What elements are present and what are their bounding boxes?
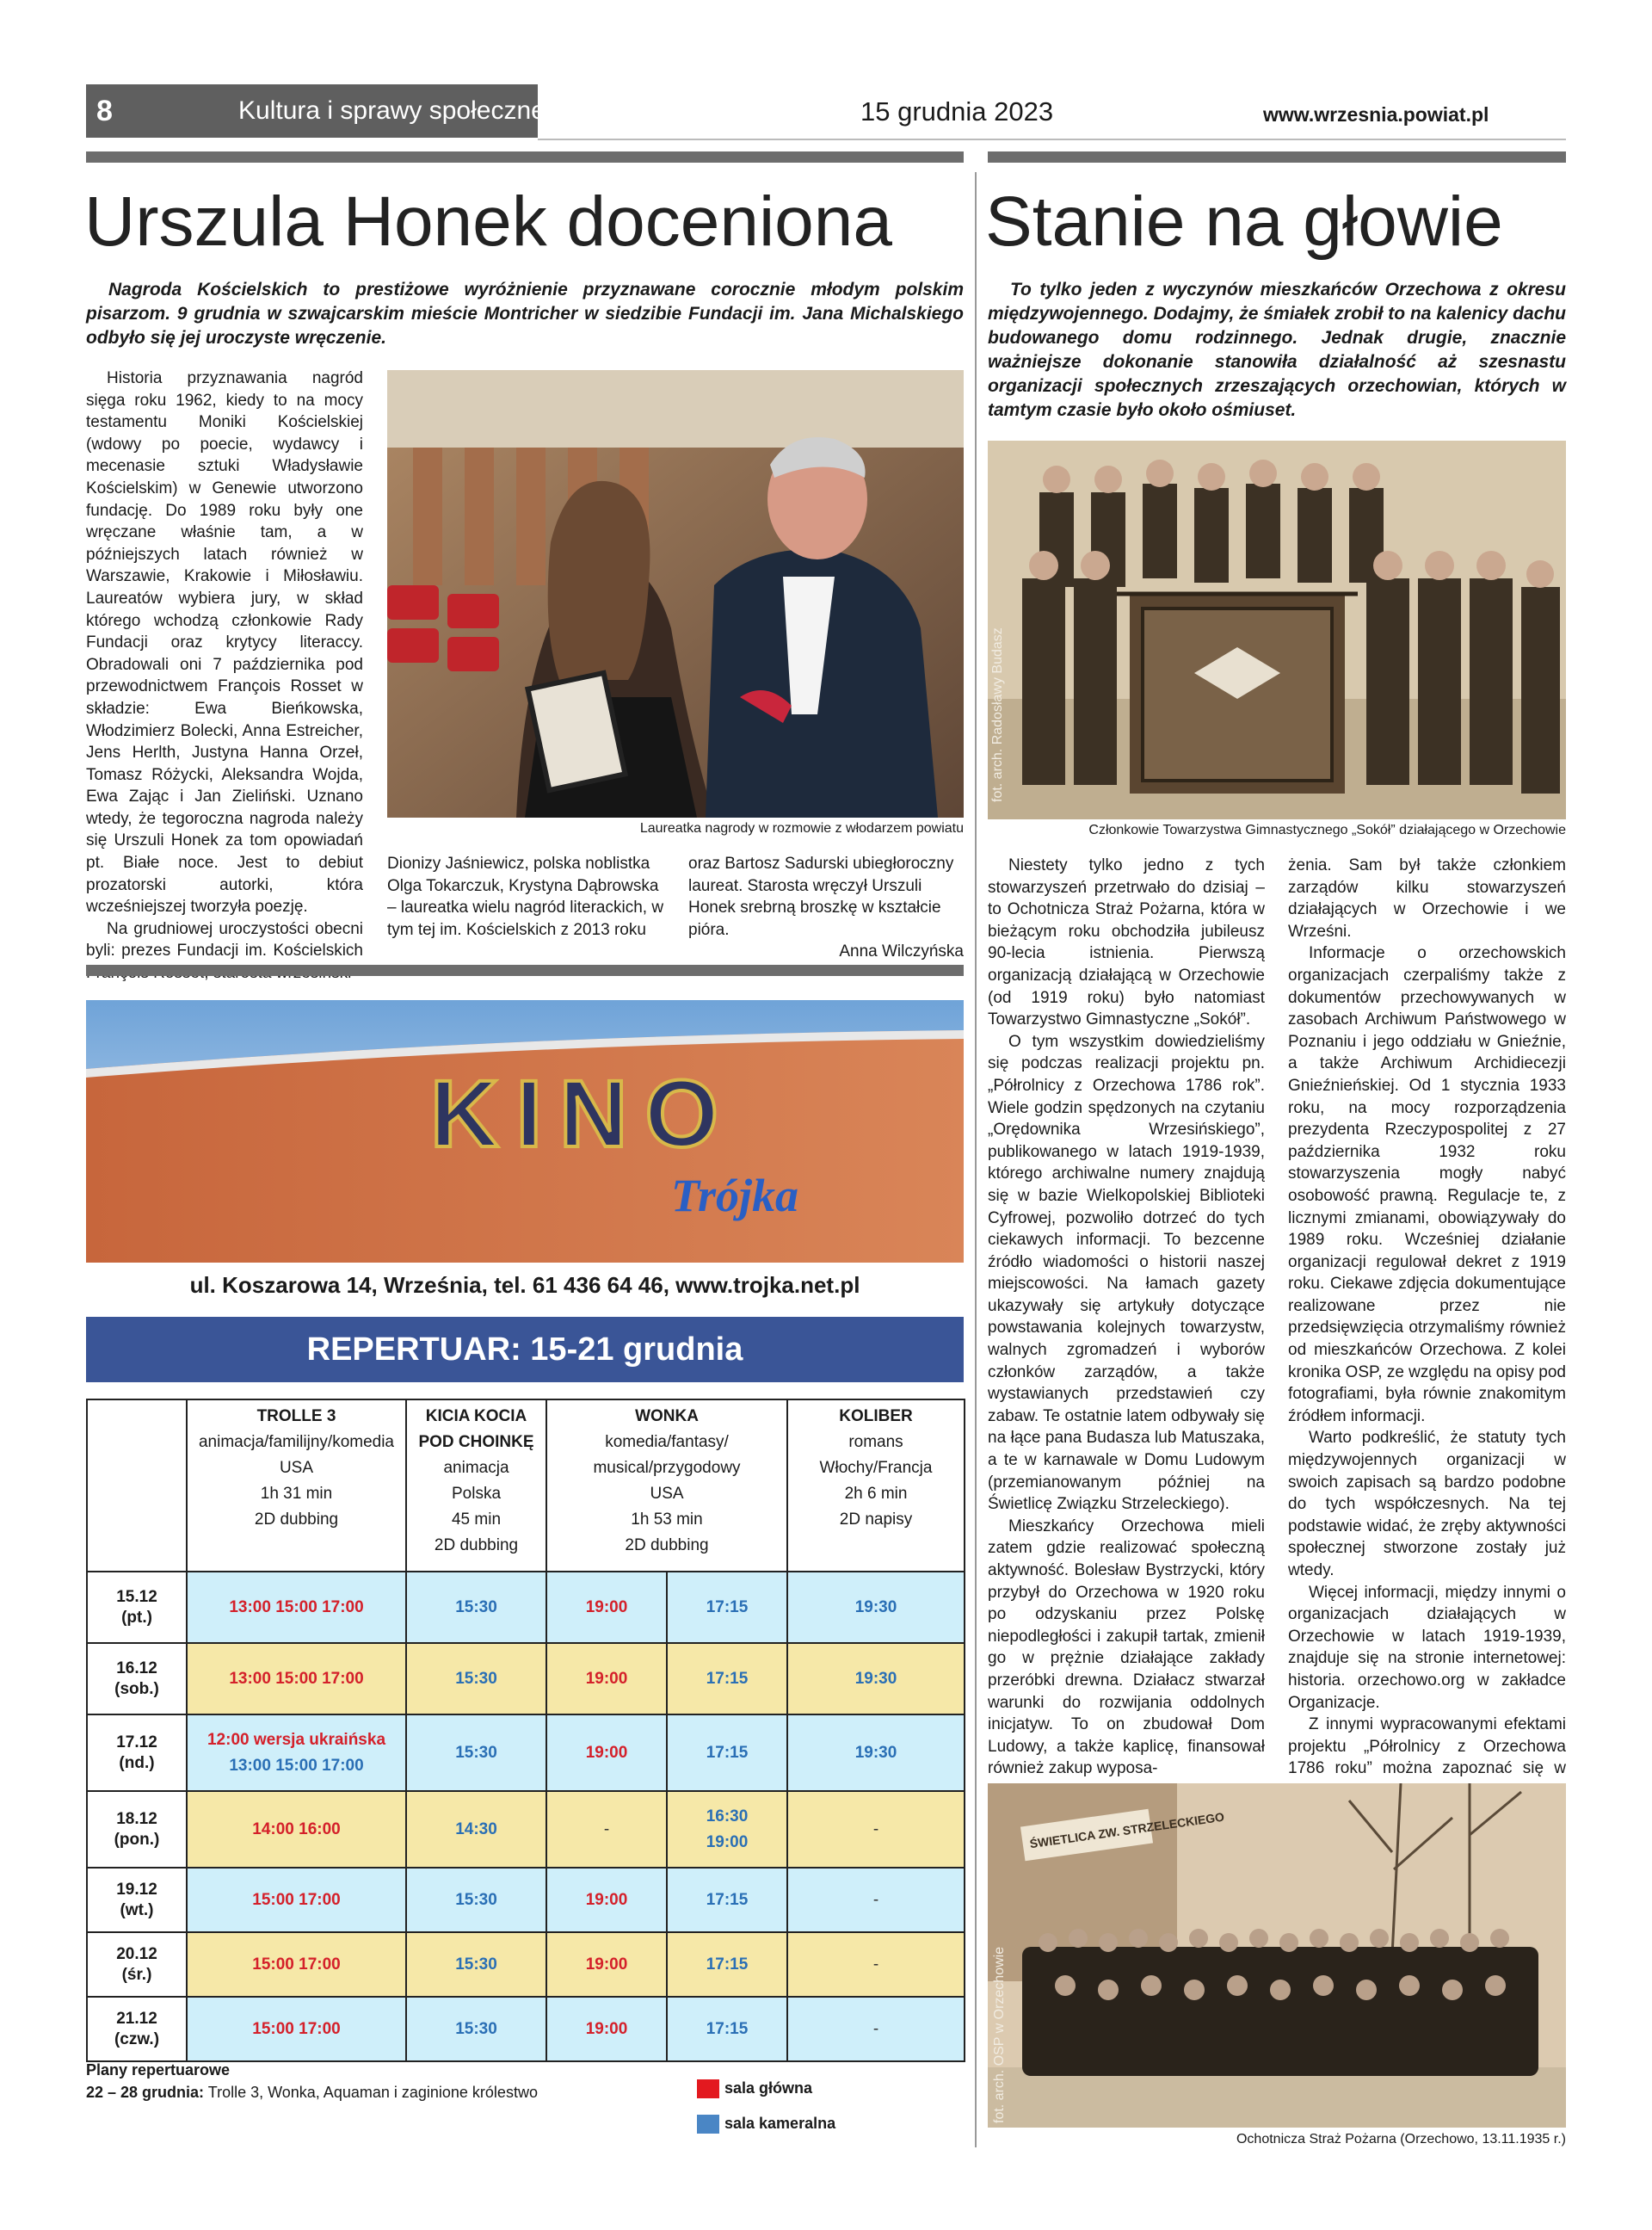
article2-top-bar [988, 151, 1566, 163]
film-trolle: TROLLE 3 animacja/familijny/komedia USA 1h 31 min 2D dubbing [187, 1399, 406, 1572]
showtime-wonka-main: 19:00 [546, 1997, 667, 2061]
showtime-trolle: 12:00 wersja ukraińska 13:00 15:00 17:00 [187, 1714, 406, 1791]
article1-column-2 [387, 853, 667, 941]
cinema-sign-main: KINO [430, 1061, 736, 1167]
film-koliber: KOLIBER romans Włochy/Francja 2h 6 min 2D napisy [787, 1399, 965, 1572]
showtime-kicia: 15:30 [406, 1932, 546, 1997]
header-rule [538, 139, 1566, 140]
article1-paragraph: Dionizy Jaśniewicz, polska noblistka Olga Tokarczuk, Krystyna Dąbrowska – laureatka wielu nagród literackich, w tym tej im. Kościelskich z 2013 roku [387, 855, 664, 939]
cinema-address: ul. Koszarowa 14, Września, tel. 61 436 64 46, www.trojka.net.pl [189, 1272, 860, 1298]
showtime-koliber: - [787, 1932, 965, 1997]
legend-swatch-red [697, 2079, 719, 2098]
showtime-trolle: 13:00 15:00 17:00 [187, 1572, 406, 1643]
showtime-wonka-small: 17:15 [667, 1572, 787, 1643]
article2-title: Stanie na głowie [985, 182, 1503, 261]
article2-paragraph: Więcej informacji, między innymi o organizacjach działających w Orzechowie w latach 1919-1939, znajduje się na stronie internetowej: historia. orzechowo.org w zakładce Organizacje. [1288, 1583, 1566, 1712]
article2-paragraph: Informacje o orzechowskich organizacjach czerpaliśmy także z dokumentów przechowywanych w zasobach Archiwum Państwowego w Poznaniu i jego oddziału w Gnieźnie, a także Archiwum Archidiecezji Gnieźnieńskiej. Od 1 stycznia 1933 roku, na mocy rozporządzenia prezydenta Rzeczypospolitej z 27 października 1932 roku stowarzyszenia mogły nabyć osobowość prawną. Regulacje te, z licznymi zmianami, obowiązywały do 1989 roku. Wcześniej działanie organizacji regulował dekret z 1919 roku. Ciekawe zdjęcia dokumentujące realizowane przez nie przedsięwzięcia otrzymaliśmy również od mieszkańców Orzechowa. Z kolei kronika OSP, ze względu na opisy pod fotografiami, była równie znakomitym źródłem informacji. [1288, 944, 1566, 1425]
schedule-row [87, 1868, 965, 1932]
showtime-kicia: 14:30 [406, 1791, 546, 1868]
article1-title: Urszula Honek doceniona [84, 182, 892, 261]
schedule-row [87, 1932, 965, 1997]
film-kicia-kocia: KICIA KOCIA POD CHOINKĘ animacja Polska 45 min 2D dubbing [406, 1399, 546, 1572]
showtime-koliber: - [787, 1868, 965, 1932]
showtime-kicia: 15:30 [406, 1714, 546, 1791]
showtime-koliber: 19:30 [787, 1572, 965, 1643]
article1-column-3 [688, 853, 964, 963]
showtime-wonka-small: 16:30 19:00 [667, 1791, 787, 1868]
osp-photo-credit: fot. arch. OSP w Orzechowie [992, 1946, 1007, 2123]
website-link[interactable]: www.wrzesnia.powiat.pl [1263, 103, 1489, 126]
schedule-row [87, 1572, 965, 1643]
legend-swatch-blue [697, 2115, 719, 2134]
article1-column-1 [86, 368, 363, 985]
showtime-trolle: 13:00 15:00 17:00 [187, 1643, 406, 1714]
osp-photo-caption: Ochotnicza Straż Pożarna (Orzechowo, 13.11.1935 r.) [1236, 2132, 1566, 2147]
article2-column-2 [1288, 855, 1566, 1824]
showtime-trolle: 15:00 17:00 [187, 1997, 406, 2061]
issue-date: 15 grudnia 2023 [860, 96, 1054, 127]
legend-main-hall: sala główna [697, 2079, 812, 2098]
showtime-wonka-small: 17:15 [667, 1714, 787, 1791]
showtime-wonka-small: 17:15 [667, 1643, 787, 1714]
schedule-row [87, 1714, 965, 1791]
showtime-wonka-main: 19:00 [546, 1572, 667, 1643]
repertoire-banner: REPERTUAR: 15-21 grudnia [86, 1317, 964, 1382]
article2-paragraph: O tym wszystkim dowiedzieliśmy się podczas realizacji projektu pn. „Półrolnicy z Orzechowa 1786 rok”. Wiele godzin spędzonych na czytaniu „Orędownika Wrzesińskiego”, publikowanego w latach 1919-1939, którego archiwalne numery znajdują się w bazie Wielkopolskiej Biblioteki Cyfrowej, pozwoliło dotrzeć do tych ciekawych informacji. To bezcenne źródło wiadomości o historii naszej miejscowości. Na łamach gazety ukazywały się artykuły dotyczące powstawania kolejnych towarzystw, walnych zgromadzeń i wyborów członków zarządów, a także wystawianych przedstawień czy zabaw. Te ostatnie latem odbywały się na łące pana Budasza lub Matuszaka, a te w karnawale w Domu Ludowym (przemianowanym później na Świetlicę Związku Strzeleckiego). [988, 1032, 1265, 1514]
article1-paragraph: Historia przyznawania nagród sięga roku 1962, kiedy to na mocy testamentu Moniki Kościelskiej (wdowy po poecie, wydawcy i mecenasie sztuki Władysławie Kościelskim) w Genewie utworzono fundację. Do 1989 roku były one wręczane właśnie tam, a w późniejszych latach również w Warszawie, Krakowie i Miłosławiu. Laureatów wybiera jury, w skład którego wchodzą członkowie Rady Fundacji oraz krytycy literaccy. Obradowali oni 7 października pod przewodnictwem François Rosset w składzie: Ewa Bieńkowska, Włodzimierz Bolecki, Anna Estreicher, Jens Herlth, Justyna Hanna Orzeł, Tomasz Różycki, Aleksandra Wojda, Ewa Zając i Jan Zieliński. Uznano wtedy, że tegoroczna nagroda należy się Urszuli Honek za tom opowiadań pt. Białe noce. Jest to debiut prozatorski autorki, która wcześniejszej tworzyła poezję. [86, 369, 363, 917]
showtime-kicia: 15:30 [406, 1643, 546, 1714]
article2-paragraph: żenia. Sam był także członkiem zarządów kilku stowarzyszeń działających w Orzechowie i we Wrześni. [1288, 856, 1566, 941]
showtime-wonka-main: 19:00 [546, 1932, 667, 1997]
legend-small-hall: sala kameralna [697, 2115, 835, 2134]
article2-paragraph: Mieszkańcy Orzechowa mieli zatem gdzie realizować społeczną aktywność. Bolesław Bystrzycki, który przybył do Orzechowa w 1920 roku po odzyskaniu przez Polskę niepodległości i zakupił tartak, zmienił go w prężnie działające zakłady przeróbki drewna. Działacz stwarzał warunki do rozwijania oddolnych inicjatyw. To on zbudował Dom Ludowy, a także kaplicę, finansował również zakup wyposa- [988, 1517, 1265, 1778]
osp-photo-sign: ŚWIETLICA ZW. STRZELECKIEGO [1028, 1809, 1225, 1851]
column-divider [975, 172, 977, 2147]
plans-dates: 22 – 28 grudnia: [86, 2084, 205, 2101]
article2-lead: To tylko jeden z wyczynów mieszkańców Orzechowa z okresu międzywojennego. Dodajmy, że śmiałek zrobił to na kalenicy dachu budowanego domu rodzinnego. Jednak drugie, znacznie ważniejsze dokonanie stanowiła działalność aż szesnastu organizacji społecznych zrzeszających orzechowian, których w tamtym czasie było około ośmiuset. [988, 280, 1566, 420]
page-number: 8 [96, 95, 113, 127]
cinema-photo [86, 1000, 964, 1263]
showtime-wonka-main: 19:00 [546, 1714, 667, 1791]
day-cell: 20.12 (śr.) [87, 1932, 187, 1997]
article1-photo-caption: Laureatka nagrody w rozmowie z włodarzem powiatu [639, 821, 964, 836]
schedule-row [87, 1791, 965, 1868]
showtime-wonka-small: 17:15 [667, 1868, 787, 1932]
article1-paragraph: Na grudniowej uroczystości obecni byli: prezes Fundacji im. Kościelskich [86, 919, 363, 961]
article1-paragraph: oraz Bartosz Sadurski ubiegłoroczny laureat. Starosta wręczył Urszuli Honek srebrną broszkę w kształcie pióra. [688, 855, 954, 939]
article2-paragraph: Z innymi wypracowanymi efektami projektu „Półrolnicy z Orzechowa 1786 roku” można zapoznać się w [1288, 1715, 1566, 1778]
film-wonka: WONKA komedia/fantasy/ musical/przygodowy USA 1h 53 min 2D dubbing [546, 1399, 787, 1572]
sokol-photo [988, 441, 1566, 819]
day-cell: 21.12 (czw.) [87, 1997, 187, 2061]
day-cell: 15.12 (pt.) [87, 1572, 187, 1643]
day-cell: 18.12 (pon.) [87, 1791, 187, 1868]
day-cell: 16.12 (sob.) [87, 1643, 187, 1714]
repertoire-table [86, 1399, 965, 2062]
article1-author: Anna Wilczyńska [839, 942, 964, 961]
showtime-koliber: 19:30 [787, 1714, 965, 1791]
corner-cell [87, 1399, 187, 1572]
day-cell: 17.12 (nd.) [87, 1714, 187, 1791]
article1-top-bar [86, 151, 964, 163]
repertoire-plans [86, 2059, 538, 2103]
showtime-kicia: 15:30 [406, 1868, 546, 1932]
showtime-wonka-small: 17:15 [667, 1932, 787, 1997]
schedule-row [87, 1643, 965, 1714]
showtime-koliber: - [787, 1791, 965, 1868]
osp-photo [988, 1783, 1566, 2128]
article1-photo [387, 370, 964, 818]
showtime-wonka-main: - [546, 1791, 667, 1868]
article2-paragraph: Niestety tylko jedno z tych stowarzyszeń przetrwało do dzisiaj – to Ochotnicza Straż Pożarna, która w bieżącym roku obchodziła jubileusz 90-lecia istnienia. Pierwszą organizacją działającą w Orzechowie (od 1919 roku) było natomiast Towarzystwo Gimnastyczne „Sokół”. [988, 856, 1265, 1029]
showtime-koliber: - [787, 1997, 965, 2061]
cinema-top-bar [86, 965, 964, 976]
showtime-wonka-main: 19:00 [546, 1643, 667, 1714]
article1-lead: Nagroda Kościelskich to prestiżowe wyróżnienie przyznawane corocznie młodym polskim pisarzom. 9 grudnia w szwajcarskim mieście Montricher w siedzibie Fundacji im. Jana Michalskiego odbyło się jej uroczyste wręczenie. [86, 280, 964, 348]
schedule-row [87, 1997, 965, 2061]
showtime-wonka-small: 17:15 [667, 1997, 787, 2061]
sokol-photo-credit: fot. arch. Radosławy Budasz [990, 627, 1005, 802]
showtime-koliber: 19:30 [787, 1643, 965, 1714]
day-cell: 19.12 (wt.) [87, 1868, 187, 1932]
article2-paragraph: Warto podkreślić, że statuty tych międzywojennych organizacji w swoich zapisach są bardzo podobne do tych współczesnych. Na tej podstawie widać, że zręby aktywności społecznej stworzone zostały już wtedy. [1288, 1429, 1566, 1579]
cinema-sign-sub: Trójka [671, 1170, 798, 1221]
showtime-kicia: 15:30 [406, 1997, 546, 2061]
article2-column-1 [988, 855, 1265, 1780]
showtime-trolle: 15:00 17:00 [187, 1932, 406, 1997]
section-title: Kultura i sprawy społeczne [238, 96, 546, 125]
showtime-trolle: 15:00 17:00 [187, 1868, 406, 1932]
showtime-wonka-main: 19:00 [546, 1868, 667, 1932]
showtime-kicia: 15:30 [406, 1572, 546, 1643]
film-header-row [87, 1399, 965, 1572]
sokol-photo-caption: Członkowie Towarzystwa Gimnastycznego „Sokół” działającego w Orzechowie [1088, 823, 1566, 837]
showtime-trolle: 14:00 16:00 [187, 1791, 406, 1868]
plans-label: Plany repertuarowe [86, 2061, 231, 2079]
plans-text: Trolle 3, Wonka, Aquaman i zaginione królestwo [207, 2084, 538, 2101]
